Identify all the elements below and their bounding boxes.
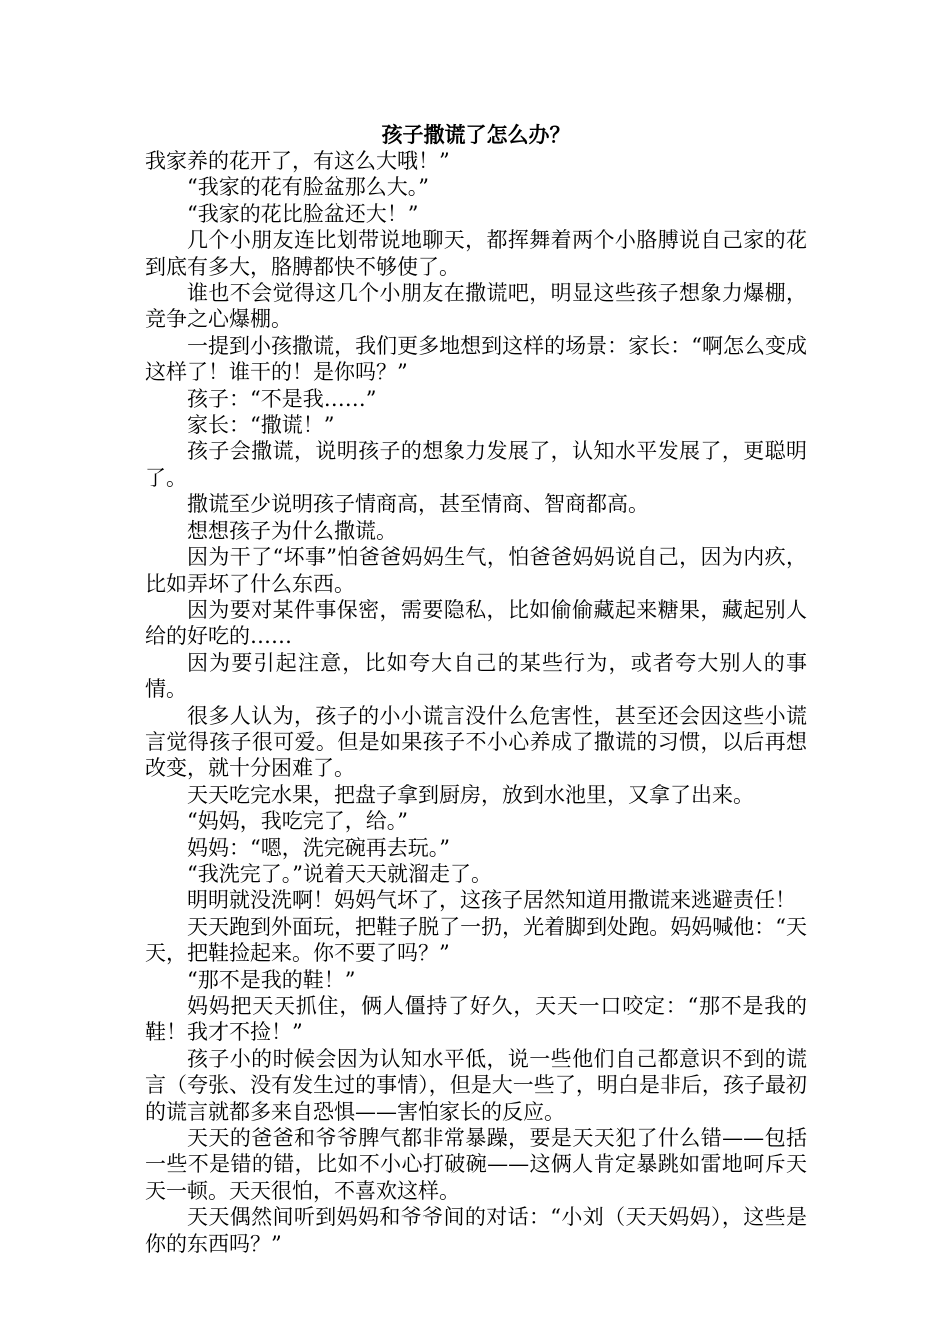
paragraph: 孩子：“不是我……” bbox=[187, 386, 377, 411]
paragraph: 天天吃完水果，把盘子拿到厨房，放到水池里，又拿了出来。 bbox=[187, 782, 754, 807]
paragraph: 妈妈把天天抓住，俩人僵持了好久，天天一口咬定：“那不是我的鞋！我才不捡！” bbox=[145, 994, 807, 1045]
paragraph: 天天偶然间听到妈妈和爷爷间的对话：“小刘（天天妈妈），这些是你的东西吗？” bbox=[145, 1205, 807, 1256]
paragraph: 因为要对某件事保密，需要隐私，比如偷偷藏起来糖果，藏起别人给的好吃的…… bbox=[145, 597, 807, 649]
article-body bbox=[145, 148, 807, 1257]
paragraph: 因为干了“坏事”怕爸爸妈妈生气，怕爸爸妈妈说自己，因为内疚，比如弄坏了什么东西。 bbox=[145, 545, 807, 596]
paragraph: 撒谎至少说明孩子情商高，甚至情商、智商都高。 bbox=[187, 492, 649, 517]
paragraph: 明明就没洗啊！妈妈气坏了，这孩子居然知道用撒谎来逃避责任！ bbox=[187, 888, 796, 913]
paragraph: 因为要引起注意，比如夸大自己的某些行为，或者夸大别人的事情。 bbox=[145, 650, 807, 702]
paragraph: “我洗完了。”说着天天就溜走了。 bbox=[187, 861, 492, 886]
paragraph: “我家的花比脸盆还大！” bbox=[187, 201, 419, 226]
page-title: 孩子撒谎了怎么办？ bbox=[381, 122, 571, 147]
paragraph: 天天的爸爸和爷爷脾气都非常暴躁，要是天天犯了什么错——包括一些不是错的错，比如不小心打破碗——这俩人肯定暴跳如雷地呵斥天天一顿。天天很怕，不喜欢这样。 bbox=[145, 1126, 807, 1203]
paragraph: 孩子会撒谎，说明孩子的想象力发展了，认知水平发展了，更聪明了。 bbox=[145, 439, 807, 490]
paragraph: 一提到小孩撒谎，我们更多地想到这样的场景：家长：“啊怎么变成这样了！谁干的！是你吗？” bbox=[145, 333, 807, 385]
paragraph: “那不是我的鞋！” bbox=[187, 967, 356, 992]
paragraph: 谁也不会觉得这几个小朋友在撒谎吧，明显这些孩子想象力爆棚，竞争之心爆棚。 bbox=[145, 281, 807, 332]
paragraph: 想想孩子为什么撒谎。 bbox=[187, 518, 397, 543]
paragraph: 几个小朋友连比划带说地聊天，都挥舞着两个小胳膊说自己家的花到底有多大，胳膊都快不够使了。 bbox=[145, 228, 807, 279]
paragraph: 我家养的花开了，有这么大哦！” bbox=[145, 149, 450, 173]
paragraph: “我家的花有脸盆那么大。” bbox=[187, 175, 429, 200]
paragraph: 妈妈：“嗯，洗完碗再去玩。” bbox=[187, 835, 450, 860]
paragraph: “妈妈，我吃完了，给。” bbox=[187, 809, 408, 834]
paragraph: 家长：“撒谎！” bbox=[187, 413, 335, 438]
paragraph: 孩子小的时候会因为认知水平低，说一些他们自己都意识不到的谎言（夸张、没有发生过的事情），但是大一些了，明白是非后，孩子最初的谎言就都多来自恐惧——害怕家长的反应。 bbox=[145, 1046, 807, 1124]
paragraph: 很多人认为，孩子的小小谎言没什么危害性，甚至还会因这些小谎言觉得孩子很可爱。但是如果孩子不小心养成了撒谎的习惯，以后再想改变，就十分困难了。 bbox=[145, 703, 807, 781]
paragraph: 天天跑到外面玩，把鞋子脱了一扔，光着脚到处跑。妈妈喊他：“天天，把鞋捡起来。你不要了吗？” bbox=[145, 914, 807, 966]
